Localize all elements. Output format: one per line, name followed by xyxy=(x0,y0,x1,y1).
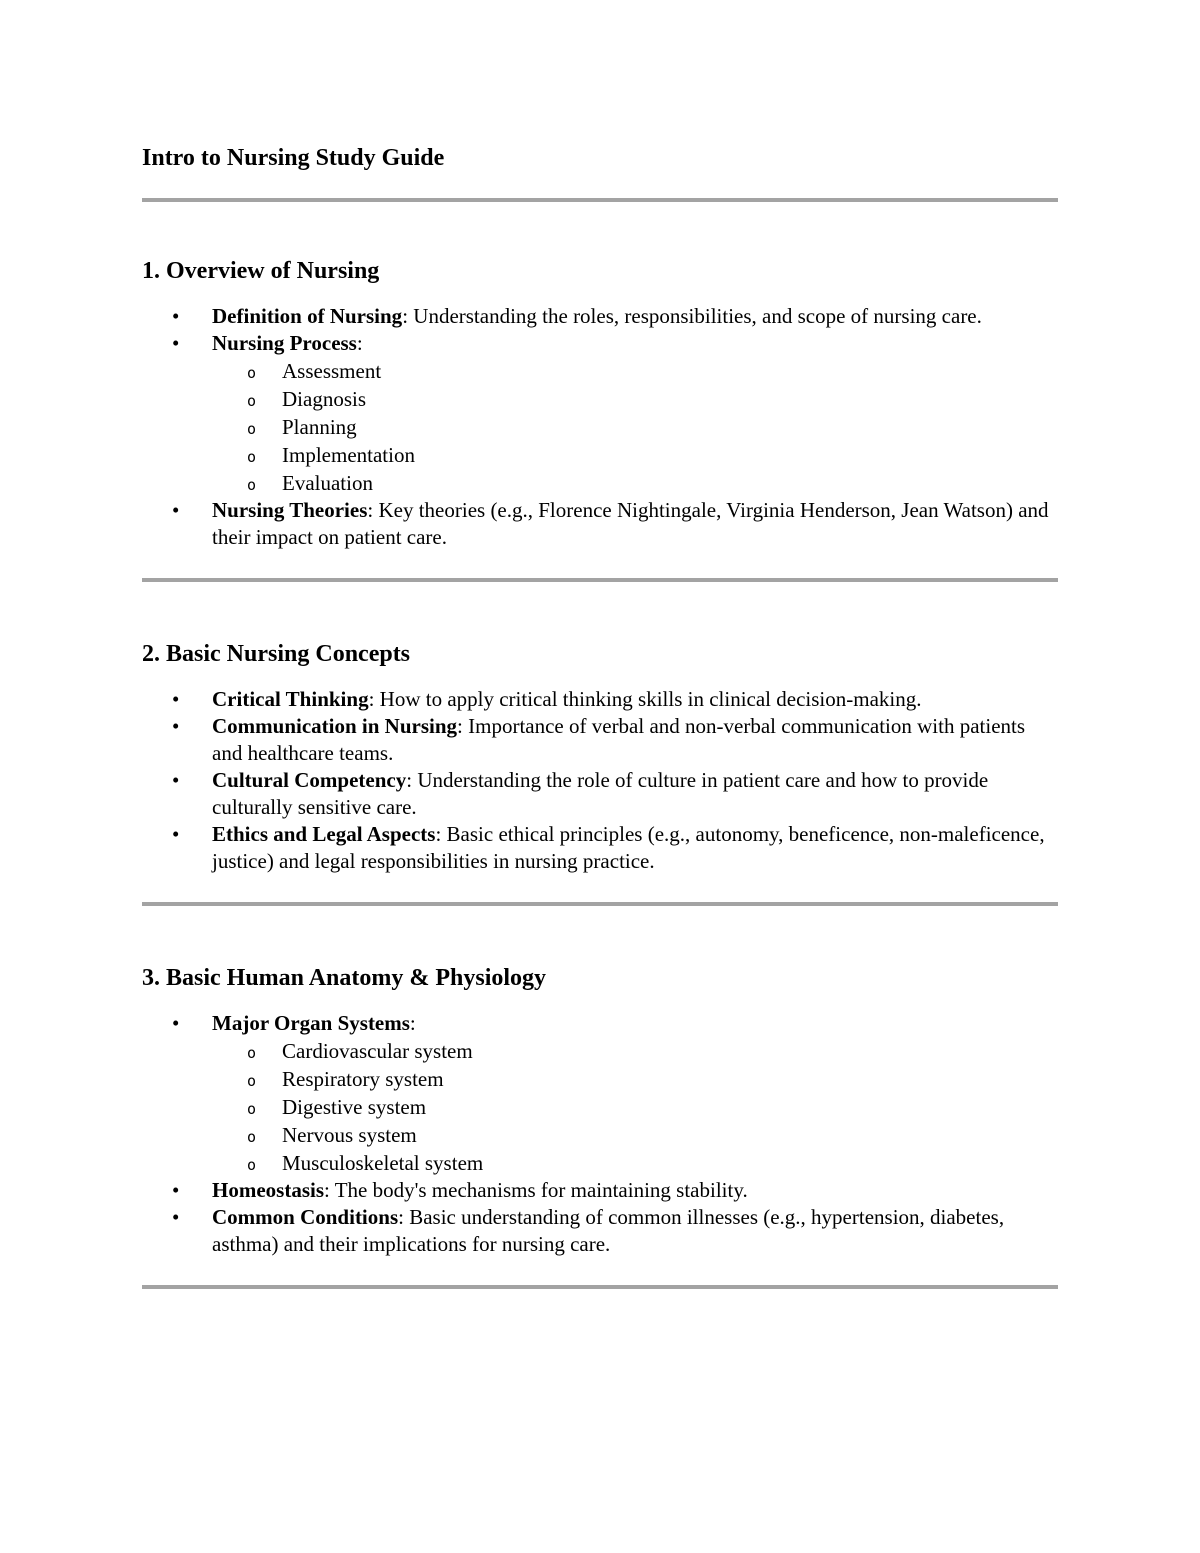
item-term: Major Organ Systems xyxy=(212,1011,410,1035)
section-overview-of-nursing xyxy=(142,253,1058,582)
sub-list-item xyxy=(212,1037,1058,1065)
item-term: Cultural Competency xyxy=(212,768,407,792)
sub-list-item xyxy=(212,413,1058,441)
item-term: Nursing Process xyxy=(212,331,357,355)
sub-bullet-icon: o xyxy=(247,420,257,438)
sub-bullet-icon: o xyxy=(247,392,257,410)
sub-item-text: Planning xyxy=(282,415,357,439)
item-term: Critical Thinking xyxy=(212,687,369,711)
sub-item-text: Cardiovascular system xyxy=(282,1039,473,1063)
list-item xyxy=(142,686,1058,713)
item-text: : xyxy=(409,1011,416,1035)
item-term: Ethics and Legal Aspects xyxy=(212,822,436,846)
sub-item-text: Nervous system xyxy=(282,1123,417,1147)
item-text: : How to apply critical thinking skills in clinical decision-making. xyxy=(368,687,922,711)
bullet-icon: • xyxy=(172,768,180,792)
sub-bullet-icon: o xyxy=(247,476,257,494)
bullet-icon: • xyxy=(172,1011,180,1035)
sub-item-text: Evaluation xyxy=(282,471,373,495)
bullet-icon: • xyxy=(172,304,180,328)
sub-list-item xyxy=(212,1093,1058,1121)
item-term: Nursing Theories xyxy=(212,498,368,522)
sub-list-item xyxy=(212,469,1058,497)
sub-bullet-icon: o xyxy=(247,1044,257,1062)
sub-list-item xyxy=(212,1121,1058,1149)
section-basic-nursing-concepts xyxy=(142,636,1058,906)
sub-item-text: Assessment xyxy=(282,359,382,383)
item-text: : xyxy=(356,331,363,355)
document-title: Intro to Nursing Study Guide xyxy=(142,145,445,171)
sub-bullet-icon: o xyxy=(247,1072,257,1090)
item-term: Definition of Nursing xyxy=(212,304,403,328)
horizontal-rule xyxy=(142,1285,1058,1289)
list-item xyxy=(142,767,1058,821)
document-page xyxy=(142,140,1058,1289)
bullet-icon: • xyxy=(172,498,180,522)
horizontal-rule xyxy=(142,198,1058,202)
horizontal-rule xyxy=(142,902,1058,906)
list-item xyxy=(142,330,1058,497)
item-text: : The body's mechanisms for maintaining stability. xyxy=(324,1178,748,1202)
sub-list-item xyxy=(212,1065,1058,1093)
item-term: Communication in Nursing xyxy=(212,714,458,738)
sub-list-item xyxy=(212,385,1058,413)
sub-item-text: Diagnosis xyxy=(282,387,366,411)
list-item xyxy=(142,713,1058,767)
list-item xyxy=(142,1177,1058,1204)
item-text: : Key theories (e.g., Florence Nightingale, Virginia Henderson, Jean Watson) and their impact on patient care. xyxy=(212,498,1049,549)
list-item xyxy=(142,497,1058,551)
list-item xyxy=(142,303,1058,330)
bullet-list xyxy=(142,303,1058,551)
sub-bullet-icon: o xyxy=(247,448,257,466)
item-text: : Understanding the roles, responsibilities, and scope of nursing care. xyxy=(402,304,982,328)
section-heading: 1. Overview of Nursing xyxy=(142,258,380,284)
list-item xyxy=(142,1204,1058,1258)
list-item xyxy=(142,1010,1058,1177)
sub-item-text: Musculoskeletal system xyxy=(282,1151,484,1175)
sub-list-item xyxy=(212,357,1058,385)
sub-item-text: Digestive system xyxy=(282,1095,427,1119)
bullet-icon: • xyxy=(172,1205,180,1229)
sub-item-text: Respiratory system xyxy=(282,1067,444,1091)
sub-bullet-icon: o xyxy=(247,1128,257,1146)
bullet-list xyxy=(142,686,1058,875)
sub-bullet-icon: o xyxy=(247,1156,257,1174)
item-text: : Understanding the role of culture in patient care and how to provide culturally sensitive care. xyxy=(212,768,989,819)
section-basic-human-anatomy-physiology xyxy=(142,960,1058,1289)
bullet-icon: • xyxy=(172,1178,180,1202)
item-text: : Basic understanding of common illnesses (e.g., hypertension, diabetes, asthma) and their implications for nursing care. xyxy=(212,1205,1005,1256)
sub-bullet-icon: o xyxy=(247,364,257,382)
item-term: Homeostasis xyxy=(212,1178,324,1202)
sub-list-item xyxy=(212,1149,1058,1177)
bullet-icon: • xyxy=(172,687,180,711)
bullet-icon: • xyxy=(172,714,180,738)
list-item xyxy=(142,821,1058,875)
item-text: : Importance of verbal and non-verbal communication with patients and healthcare teams. xyxy=(212,714,1026,765)
bullet-icon: • xyxy=(172,331,180,355)
sub-list xyxy=(212,1037,1058,1177)
item-term: Common Conditions xyxy=(212,1205,399,1229)
sub-list-item xyxy=(212,441,1058,469)
bullet-list xyxy=(142,1010,1058,1258)
sub-item-text: Implementation xyxy=(282,443,415,467)
section-heading: 3. Basic Human Anatomy & Physiology xyxy=(142,965,547,991)
section-heading: 2. Basic Nursing Concepts xyxy=(142,641,411,667)
sub-bullet-icon: o xyxy=(247,1100,257,1118)
bullet-icon: • xyxy=(172,822,180,846)
horizontal-rule xyxy=(142,578,1058,582)
item-text: : Basic ethical principles (e.g., autonomy, beneficence, non-maleficence, justice) and legal responsibilities in nursing practice. xyxy=(212,822,1045,873)
sub-list xyxy=(212,357,1058,497)
